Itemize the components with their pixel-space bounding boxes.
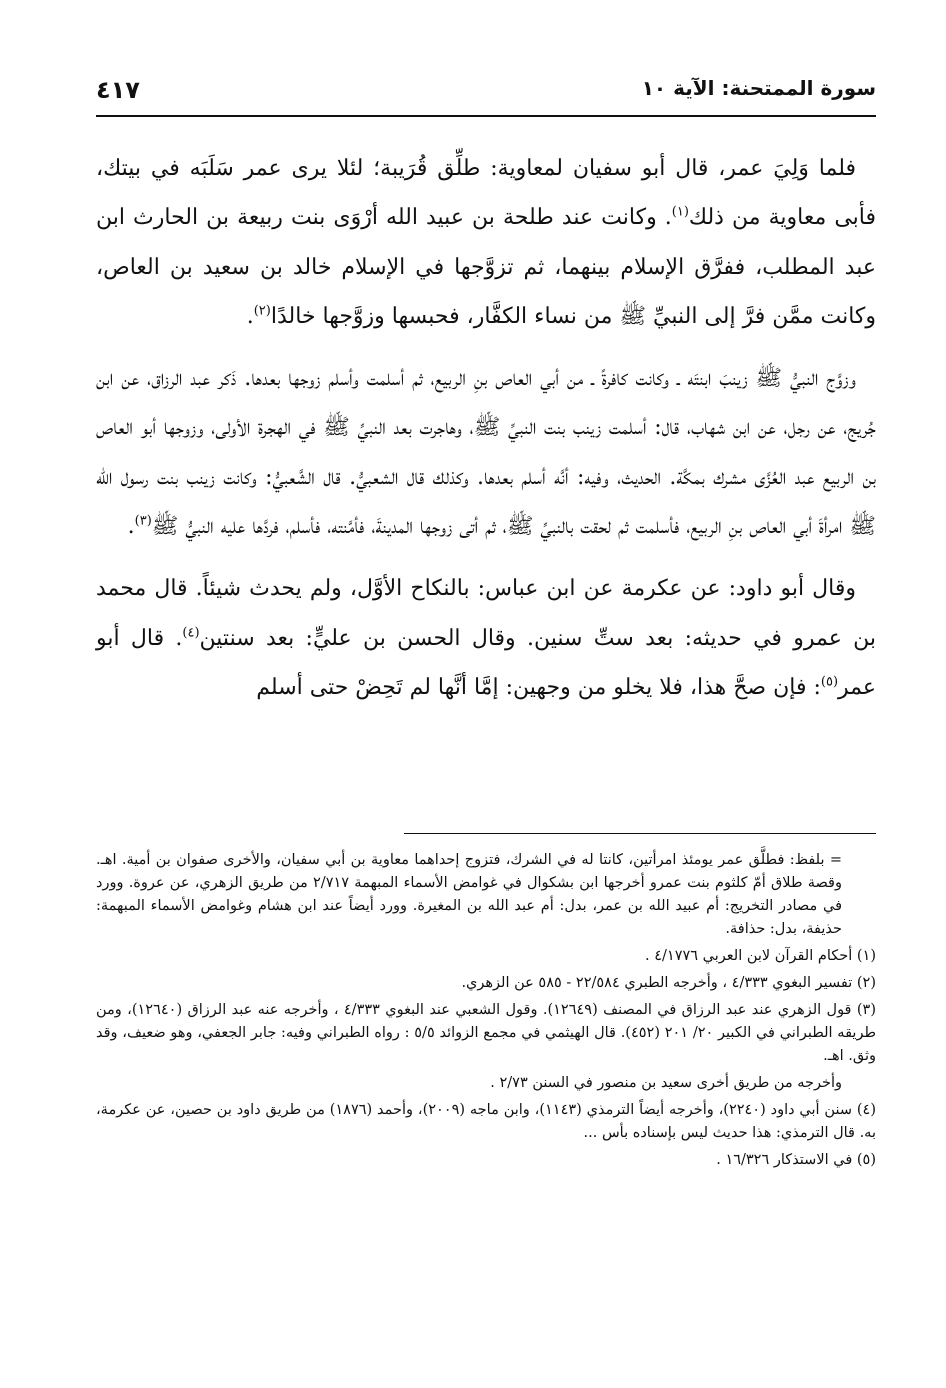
page-number: ٤١٧	[96, 76, 140, 104]
paragraph-1-text-a: فلما وَلِيَ عمر، قال أبو سفيان لمعاوية: طلِّق قُرَيبة؛ لئلا يرى عمر سَلَبَه في بيتك، فأبى معاوية من ذلك	[96, 156, 876, 231]
paragraph-1-end: .	[246, 303, 254, 329]
footnote-separator	[404, 833, 876, 834]
running-title: سورة الممتحنة: الآية ١٠	[641, 76, 876, 100]
paragraph-1-text-b: . وكانت عند طلحة بن عبيد الله أرْوَى بنت ربيعة بن الحارث ابن عبد المطلب، ففرَّق الإسلام بينهما، ثم تزوَّجها في الإسلام خالد بن سعيد بن العاص، وكانت ممَّن فرَّ إلى النبيِّ ﷺ من نساء الكفَّار، فحبسها وزوَّجها خالدًا	[96, 205, 876, 329]
footnotes	[96, 849, 876, 1176]
footnote-ref-1: (١)	[671, 204, 689, 220]
main-text	[96, 144, 876, 712]
footnote-5: (٥) في الاستذكار ١٦/٣٢٦ .	[716, 1152, 876, 1168]
paragraph-2	[96, 354, 876, 551]
footnote-3-continued: وأخرجه من طريق أخرى سعيد بن منصور في السنن ٢/٧٣ .	[490, 1075, 842, 1091]
footnote-ref-3: (٣)	[134, 513, 152, 529]
footnote-ref-5: (٥)	[820, 674, 839, 690]
paragraph-2-end: .	[127, 514, 135, 540]
page-header	[96, 70, 876, 114]
paragraph-3	[96, 564, 876, 712]
footnote-continuation: = بلفظ: فطلَّق عمر يومئذ امرأتين، كانتا له في الشرك، فتزوج إحداهما معاوية بن أبي سفيان، والأخرى صفوان بن أمية. اهـ. وقصة طلاق أمّ كلثوم بنت عمرو أخرجها ابن بشكوال في غوامض الأسماء المبهمة ٢/٧١٧ من طريق الزهري، عن عروة. وورد في مصادر التخريج: أم عبيد الله بن عمر، بدل: أم عبد الله بن المغيرة. وورد أيضاً عند ابن هشام وغوامض الأسماء المبهمة: حذيفة، بدل: حذافة.	[96, 852, 842, 937]
footnote-1: (١) أحكام القرآن لابن العربي ٤/١٧٧٦ .	[645, 948, 876, 964]
paragraph-2-text: وزوَّج النبيُّ ﷺ زينبَ ابنتَه ـ وكانت كافرةً ـ من أبي العاص بنِ الربيع، ثم أسلمت وأسلم زوجها بعدها. ذَكر عبد الرزاق، عن ابن جُريج، عن رجل، عن ابن شهاب، قال: أسلمت زينب بنت النبيِّ ﷺ، وهاجرت بعد النبيِّ ﷺ في الهجرة الأولى، وزوجها أبو العاص بن الربيع عبد العُزَّى مشرك بمكَّة. الحديث، وفيه: أنَّه أسلم بعدها. وكذلك قال الشعبيُّ. قال الشَّعبيُّ: وكانت زينب بنت رسول الله ﷺ امرأةَ أبي العاص بنِ الربيع، فأسلمت ثم لحقت بالنبيِّ ﷺ، ثم أتى زوجها المدينةَ، فأمَّنته، فأسلم، فردَّها عليه النبيُّ ﷺ	[96, 366, 876, 540]
footnote-3: (٣) قول الزهري عند عبد الرزاق في المصنف (١٢٦٤٩). وقول الشعبي عند البغوي ٤/٣٣٣ ، وأخرجه عنه عبد الرزاق (١٢٦٤٠)، ومن طريقه الطبراني في الكبير ٢٠/ ٢٠١ (٤٥٢). قال الهيثمي في مجمع الزوائد ٥/٥ : رواه الطبراني وفيه: جابر الجعفي، وهو ضعيف، وقد وثق. اهـ.	[96, 1002, 876, 1064]
header-rule	[96, 115, 876, 117]
paragraph-3-text-c: : فإن صحَّ هذا، فلا يخلو من وجهين: إمَّا أنَّها لم تَحِضْ حتى أسلم	[256, 674, 821, 700]
footnote-2: (٢) تفسير البغوي ٤/٣٣٣ ، وأخرجه الطبري ٢٢/٥٨٤ - ٥٨٥ عن الزهري.	[461, 975, 876, 991]
paragraph-3-text-a: وقال أبو داود: عن عكرمة عن ابن عباس: بالنكاح الأوَّل، ولم يحدث شيئاً. قال محمد بن عمرو في حديثه: بعد ستِّ سنين. وقال الحسن بن عليٍّ: بعد سنتين	[96, 576, 876, 651]
footnote-ref-2: (٢)	[253, 303, 271, 319]
paragraph-1	[96, 144, 876, 341]
paragraph-3-text-b: . قال أبو عمر	[96, 625, 876, 700]
footnote-ref-4: (٤)	[182, 625, 200, 641]
footnote-4: (٤) سنن أبي داود (٢٢٤٠)، وأخرجه أيضاً الترمذي (١١٤٣)، وابن ماجه (٢٠٠٩)، وأحمد (١٨٧٦) من طريق داود بن حصين، عن عكرمة، به. قال الترمذي: هذا حديث ليس بإسناده بأس ...	[96, 1102, 876, 1141]
